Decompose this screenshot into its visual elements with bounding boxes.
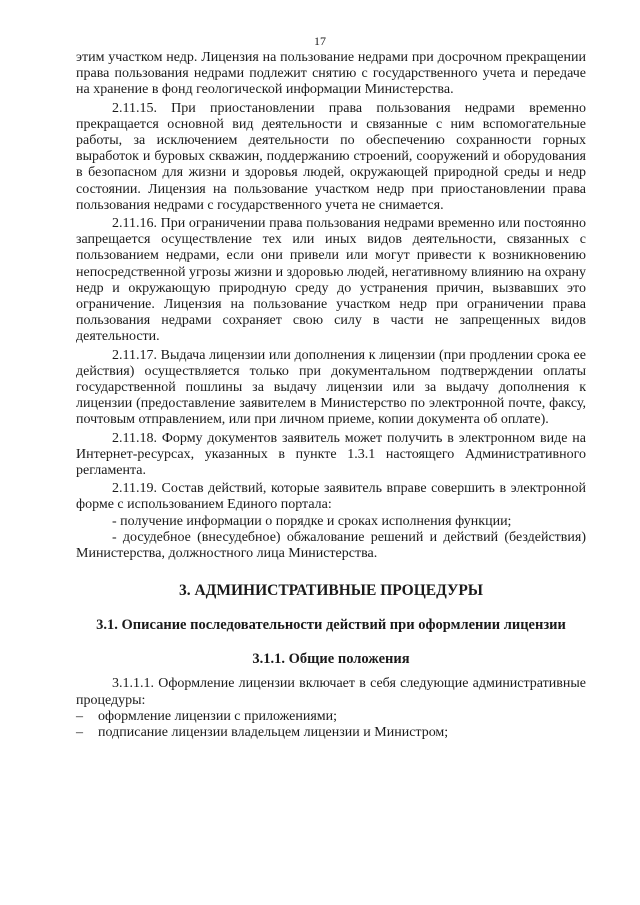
- section-heading-3-1: 3.1. Описание последовательности действий при оформлении лицензии: [96, 617, 566, 634]
- paragraph-2-11-18: 2.11.18. Форму документов заявитель может получить в электронном виде на Интернет-ресурсах, указанных в пункте 1.3.1 настоящего Административного регламента.: [76, 430, 586, 479]
- paragraph-2-11-17: 2.11.17. Выдача лицензии или дополнения к лицензии (при продлении срока ее действия) осуществляется только при документальном подтверждении оплаты государственной пошлины за выдачу лицензии или за выдачу дополнения к лицензии (предоставление заявителем в Министерство по электронной почте, факсу, почтовым отправлением, или при личном приеме, копии документа об оплате).: [76, 347, 586, 428]
- page-number: 17: [314, 34, 326, 48]
- paragraph-continuation: этим участком недр. Лицензия на пользование недрами при досрочном прекращении права пользования недрами подлежит снятию с государственного учета и передаче на хранение в фонд геологической информации Министерства.: [76, 50, 586, 98]
- list-item: [76, 725, 586, 741]
- document-body: [76, 50, 586, 741]
- dash-bullet: –: [76, 724, 83, 740]
- list-item: - получение информации о порядке и сроках исполнения функции;: [112, 513, 512, 529]
- dash-bullet: –: [76, 708, 83, 724]
- paragraph-2-11-19: 2.11.19. Состав действий, которые заявитель вправе совершить в электронной форме с использованием Единого портала:: [76, 481, 586, 513]
- paragraph-3-1-1-1: 3.1.1.1. Оформление лицензии включает в себя следующие административные процедуры:: [76, 676, 586, 708]
- section-heading-3: 3. АДМИНИСТРАТИВНЫЕ ПРОЦЕДУРЫ: [178, 582, 484, 600]
- list-item-text: подписание лицензии владельцем лицензии и Министром;: [98, 724, 449, 740]
- section-heading-3-1-1: 3.1.1. Общие положения: [252, 651, 410, 668]
- list-item-text: оформление лицензии с приложениями;: [98, 708, 338, 724]
- list-item: - досудебное (внесудебное) обжалование решений и действий (бездействия) Министерства, должностного лица Министерства.: [76, 529, 586, 562]
- paragraph-2-11-16: 2.11.16. При ограничении права пользования недрами временно или постоянно запрещается осуществление тех или иных видов деятельности, связанных с пользованием недрами, если они привели или могут привести к возникновению непосредственной угрозы жизни и здоровью людей, негативному влиянию на охрану недр и окружающую природную среду до устранения причин, вызвавших это ограничение. Лицензия на пользование участком недр при ограничении права пользования недрами сохраняет свою силу в части не запрещенных видов деятельности.: [76, 216, 586, 345]
- paragraph-2-11-15: 2.11.15. При приостановлении права пользования недрами временно прекращается основной вид деятельности и связанные с ним вспомогательные работы, за исключением деятельности по обеспечению сохранности горных выработок и буровых скважин, поддержанию строений, сооружений и оборудования в безопасном для жизни и здоровья людей, окружающей природной среды и недр состоянии. Лицензия на пользование участком недр при приостановлении права пользования недрами с государственного учета не снимается.: [76, 100, 586, 213]
- list-item: [76, 709, 586, 725]
